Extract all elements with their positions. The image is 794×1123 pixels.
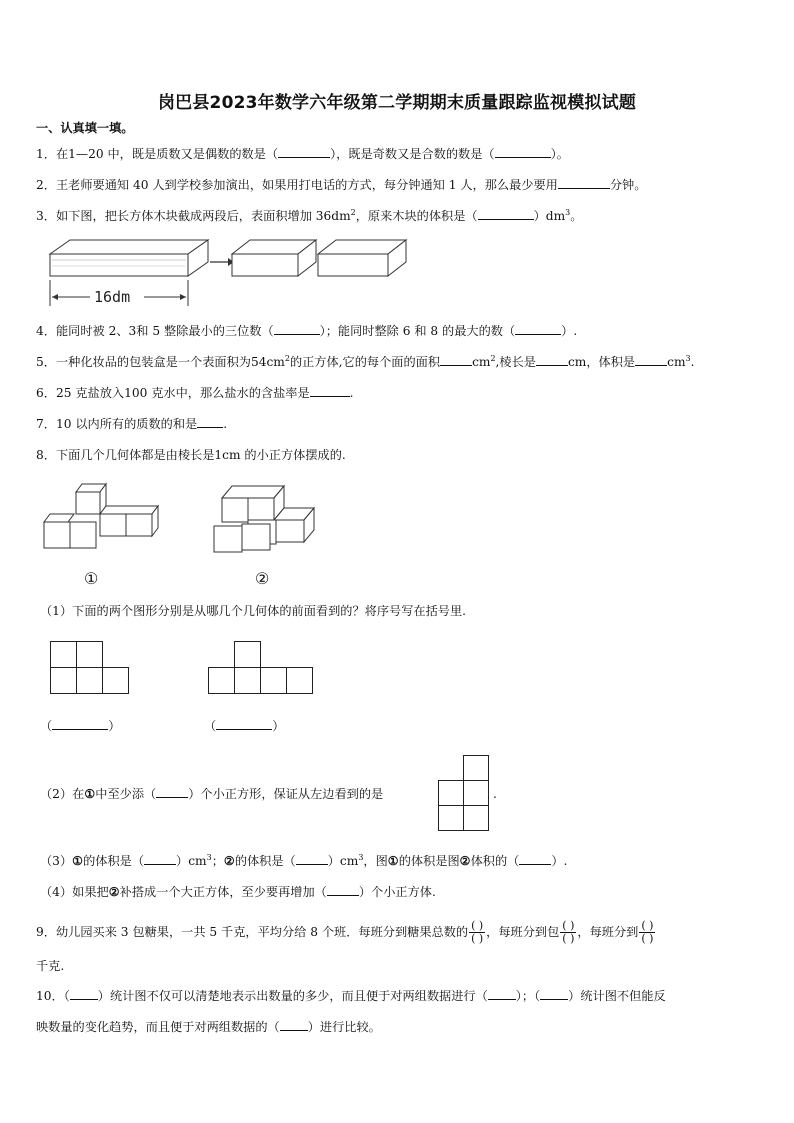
- question-5: 5．一种化妆品的包装盒是一个表面积为$54cm^2$的正方体,它的每个面的面积 $cm^2$,棱长是 cm，体积是 $cm^3$.: [36, 353, 695, 369]
- figure-label-2: ②: [255, 569, 270, 588]
- question-2: 2．王老师要通知 40 人到学校参加演出，如果用打电话的方式，每分钟通知 1 人，那么最少要用 分钟。: [36, 178, 647, 192]
- answer-blank[interactable]: [536, 354, 568, 366]
- answer-bracket-b[interactable]: （ ）: [204, 719, 285, 733]
- question-9: 9．幼儿园买来 3 包糖果，一共 5 千克，平均分给 8 个班．每班分到糖果总数的 $\frac{( )}{( )}$ ，每班分到包 $\frac{( )}{( )}$ ，每班分到 $\frac{( )}{( )}$: [36, 919, 654, 945]
- answer-blank[interactable]: [540, 988, 568, 1000]
- question-7: 7．10 以内所有的质数的和是 .: [36, 417, 228, 431]
- question-4: 4．能同时被 2、3和 5 整除最小的三位数（ ）；能同时整除 6 和 8 的最大的数（ ）.: [36, 324, 578, 338]
- answer-blank[interactable]: [278, 146, 330, 158]
- question-10: 10．（ ）统计图不仅可以清楚地表示出数量的多少，而且便于对两组数据进行（ ）；（ ）统计图不但能反: [36, 989, 666, 1003]
- answer-blank[interactable]: [440, 354, 472, 366]
- answer-bracket-a[interactable]: （ ）: [40, 719, 121, 733]
- fraction-blank[interactable]: $\frac{( )}{( )}$: [471, 919, 484, 945]
- answer-blank[interactable]: [280, 1019, 308, 1031]
- question-6: 6．25 克盐放入100 克水中，那么盐水的含盐率是 .: [36, 386, 354, 400]
- fraction-blank[interactable]: $\frac{( )}{( )}$: [641, 919, 654, 945]
- left-view-grid: [438, 755, 492, 833]
- answer-blank[interactable]: [310, 385, 350, 397]
- question-8-1: （1）下面的两个图形分别是从哪几个几何体的前面看到的？将序号写在括号里.: [40, 604, 467, 618]
- question-8-4: （4）如果把②补搭成一个大正方体，至少要再增加（ ）个小正方体.: [40, 885, 436, 899]
- figure-label-1: ①: [84, 569, 99, 588]
- question-9-cont: 千克.: [36, 959, 65, 973]
- answer-blank[interactable]: [197, 416, 223, 428]
- page-title: 岗巴县2023年数学六年级第二学期期末质量跟踪监视模拟试题: [157, 93, 637, 113]
- answer-blank[interactable]: [296, 853, 328, 865]
- front-view-b: [208, 641, 312, 695]
- period: .: [493, 787, 497, 801]
- question-3: 3．如下图，把长方体木块截成两段后，表面积增加 $36dm^2$，原来木块的体积是（ ）$dm^3$。: [36, 207, 583, 223]
- answer-blank[interactable]: [274, 323, 320, 335]
- answer-blank[interactable]: [478, 208, 534, 220]
- answer-blank[interactable]: [488, 988, 516, 1000]
- answer-blank[interactable]: [144, 853, 176, 865]
- front-view-a: [50, 641, 130, 695]
- cube-figure-2: [212, 478, 322, 558]
- section-heading: 一、认真填一填。: [36, 121, 134, 135]
- question-8-2: （2）在①中至少添（ ）个小正方形，保证从左边看到的是: [40, 787, 384, 801]
- fraction-blank[interactable]: $\frac{( )}{( )}$: [562, 919, 575, 945]
- answer-blank[interactable]: [519, 853, 551, 865]
- cuboid-figure: [40, 232, 420, 312]
- dimension-label: 16dm: [94, 288, 131, 306]
- answer-blank[interactable]: [327, 884, 359, 896]
- answer-blank[interactable]: [635, 354, 667, 366]
- cube-figure-1: [40, 480, 170, 555]
- answer-blank[interactable]: [70, 988, 98, 1000]
- question-8: 8．下面几个几何体都是由棱长是1cm 的小正方体摆成的.: [36, 448, 346, 462]
- answer-blank[interactable]: [515, 323, 561, 335]
- answer-blank[interactable]: [495, 146, 551, 158]
- answer-blank[interactable]: [558, 177, 610, 189]
- question-8-3: （3）①的体积是（ ）$cm^3$；②的体积是（ ）$cm^3$，图①的体积是图②体积的（ ）.: [40, 852, 568, 868]
- answer-blank[interactable]: [156, 786, 188, 798]
- question-1: 1．在1—20 中，既是质数又是偶数的数是（ ），既是奇数又是合数的数是（ ）。: [36, 147, 569, 161]
- question-10-cont: 映数量的变化趋势，而且便于对两组数据的（ ）进行比较。: [36, 1020, 381, 1034]
